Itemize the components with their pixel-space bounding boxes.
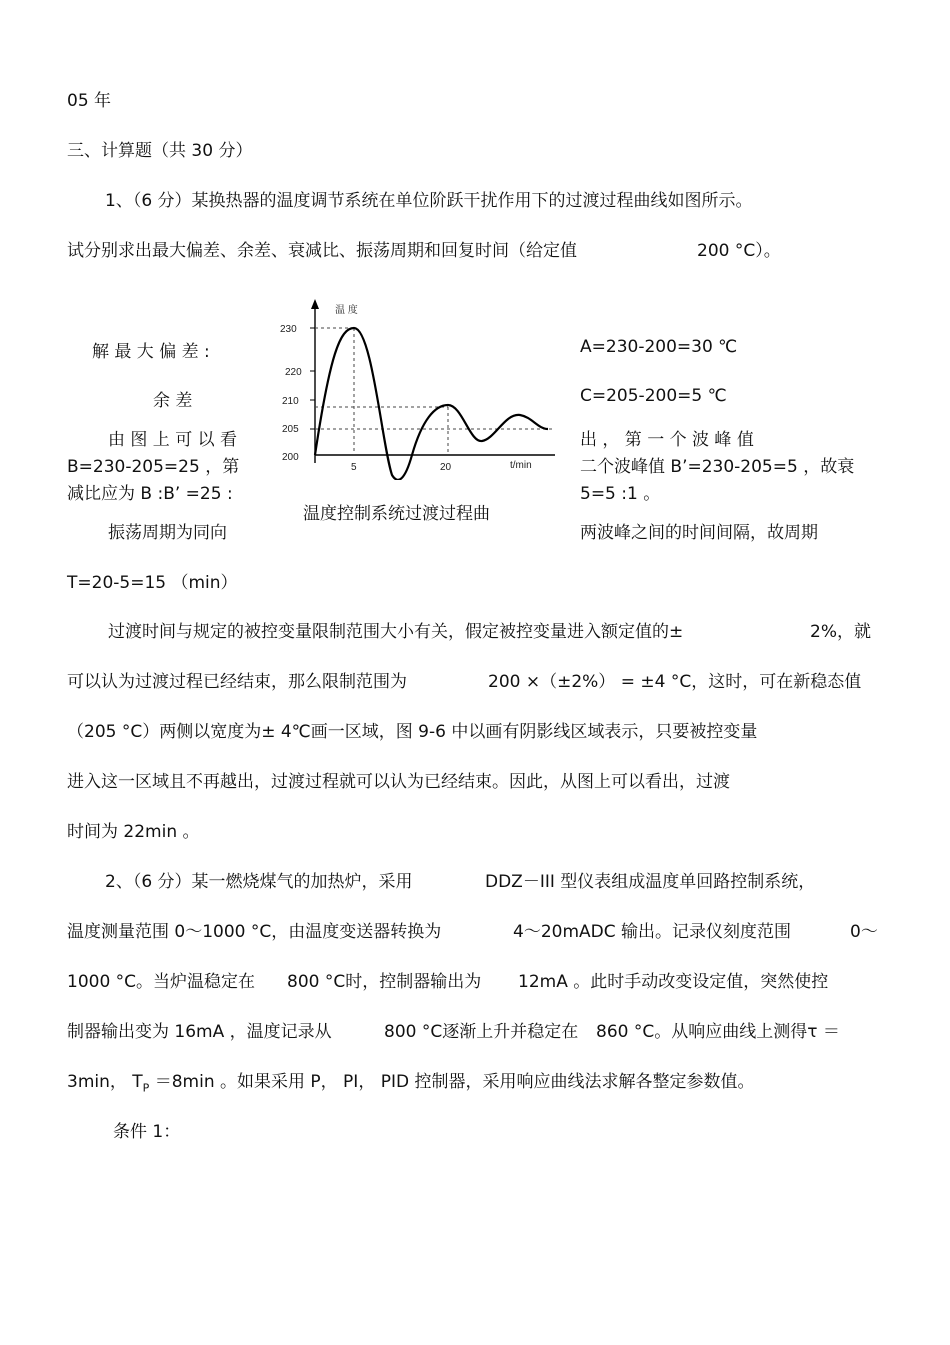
residual-label: 余 差 bbox=[153, 391, 193, 411]
transition-line3: （205 °C）两侧以宽度为± 4℃画一区域，图 9-6 中以画有阴影线区域表示，只要被控变量 bbox=[67, 722, 758, 742]
q2-line5-subscript: P bbox=[142, 1081, 150, 1095]
transition-curve-figure bbox=[270, 295, 570, 480]
q2-line2a: 温度测量范围 0～1000 °C，由温度变送器转换为 bbox=[67, 922, 442, 942]
y-axis-label: 温 度 bbox=[335, 305, 358, 316]
q2-line3c: 12mA 。此时手动改变设定值，突然使控 bbox=[518, 972, 829, 992]
solution-label: 解 最 大 偏 差 : bbox=[92, 342, 210, 362]
figure-caption: 温度控制系统过渡过程曲 bbox=[303, 504, 490, 524]
q2-line4a: 制器输出变为 16mA ，温度记录从 bbox=[67, 1022, 332, 1042]
max-deviation-value: A=230-200=30 ℃ bbox=[580, 337, 738, 357]
decay-line2-right: 二个波峰值 B’=230-205=5 ，故衰 bbox=[580, 457, 855, 477]
condition-label: 条件 1： bbox=[113, 1122, 181, 1142]
y-tick-220: 220 bbox=[285, 367, 302, 378]
q2-line3a: 1000 °C。当炉温稳定在 bbox=[67, 972, 256, 992]
transition-line5: 时间为 22min 。 bbox=[67, 822, 200, 842]
x-tick-20: 20 bbox=[440, 462, 452, 473]
q2-line1a: 2、（6 分）某一燃烧煤气的加热炉，采用 bbox=[105, 872, 413, 892]
period-left: 振荡周期为同向 bbox=[108, 523, 227, 543]
transition-line2: 可以认为过渡过程已经结束，那么限制范围为 bbox=[67, 672, 407, 692]
decay-line2-left: B=230-205=25 ，第 bbox=[67, 457, 240, 477]
q1-line1: 1、（6 分）某换热器的温度调节系统在单位阶跃干扰作用下的过渡过程曲线如图所示。 bbox=[105, 191, 753, 211]
q2-line5 bbox=[67, 1067, 754, 1094]
y-tick-200: 200 bbox=[282, 452, 299, 463]
decay-line3-right: 5=5 :1 。 bbox=[580, 484, 661, 504]
y-axis-arrow bbox=[311, 299, 319, 309]
q2-line3b: 800 °C时，控制器输出为 bbox=[287, 972, 482, 992]
decay-line1-right: 出 ， 第 一 个 波 峰 值 bbox=[580, 430, 754, 450]
transition-line1-value: 2%，就 bbox=[810, 622, 871, 642]
q2-line2c: 0～ bbox=[850, 922, 878, 942]
transition-line2-value: 200 ×（±2%） = ±4 °C，这时，可在新稳态值 bbox=[488, 672, 862, 692]
period-formula: T=20-5=15 （min） bbox=[67, 573, 238, 593]
page-year: 05 年 bbox=[67, 91, 112, 111]
x-tick-5: 5 bbox=[351, 462, 357, 473]
q2-line1b: DDZ－III 型仪表组成温度单回路控制系统， bbox=[485, 872, 816, 892]
q2-line5b: ＝8min 。如果采用 P， PI， PID 控制器，采用响应曲线法求解各整定参数值。 bbox=[149, 1072, 755, 1092]
response-curve bbox=[315, 328, 548, 480]
x-axis-label: t/min bbox=[510, 460, 532, 471]
q1-line2-value: 200 °C）。 bbox=[697, 241, 781, 261]
transition-line1: 过渡时间与规定的被控变量限制范围大小有关，假定被控变量进入额定值的± bbox=[108, 622, 684, 642]
decay-line3-left: 减比应为 B :B’ =25 : bbox=[67, 484, 233, 504]
y-tick-205: 205 bbox=[282, 424, 299, 435]
q2-line4c: 860 °C。从响应曲线上测得τ ＝ bbox=[596, 1022, 840, 1042]
transition-line4: 进入这一区域且不再越出，过渡过程就可以认为已经结束。因此，从图上可以看出，过渡 bbox=[67, 772, 730, 792]
y-tick-210: 210 bbox=[282, 396, 299, 407]
y-tick-230: 230 bbox=[280, 324, 297, 335]
residual-value: C=205-200=5 ℃ bbox=[580, 386, 727, 406]
q2-line4b: 800 °C逐渐上升并稳定在 bbox=[384, 1022, 579, 1042]
section-title: 三、计算题（共 30 分） bbox=[67, 141, 253, 161]
decay-line1-left: 由 图 上 可 以 看 bbox=[108, 430, 238, 450]
transition-curve-chart bbox=[270, 295, 570, 480]
q1-line2: 试分别求出最大偏差、余差、衰减比、振荡周期和回复时间（给定值 bbox=[67, 241, 577, 261]
q2-line5a: 3min， T bbox=[67, 1072, 143, 1092]
period-right: 两波峰之间的时间间隔，故周期 bbox=[580, 523, 818, 543]
q2-line2b: 4～20mADC 输出。记录仪刻度范围 bbox=[513, 922, 792, 942]
